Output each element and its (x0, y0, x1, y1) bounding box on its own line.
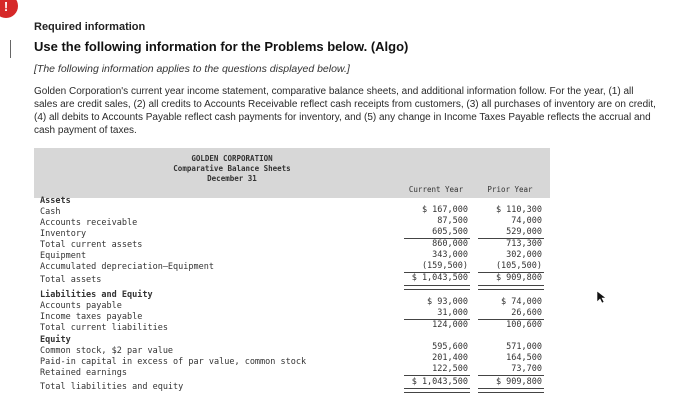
value-prior: 100,600 (506, 320, 542, 330)
required-information-heading: Required information (34, 21, 146, 33)
row-label: Income taxes payable (40, 312, 143, 322)
statement-date: December 31 (207, 174, 257, 183)
col-header-current-year: Current Year (408, 185, 464, 194)
value-current: 595,600 (432, 342, 468, 352)
value-prior: 164,500 (506, 353, 542, 363)
row-label: Accumulated depreciation—Equipment (40, 262, 214, 272)
value-prior: 26,600 (511, 308, 542, 318)
value-current: $ 1,043,500 (411, 273, 468, 283)
value-current: 87,500 (437, 216, 468, 226)
value-prior: 571,000 (506, 342, 542, 352)
row-label: Total liabilities and equity (40, 382, 184, 392)
value-current: $ 93,000 (427, 297, 468, 307)
row-label: Total assets (40, 275, 102, 285)
value-current: 605,500 (432, 227, 468, 237)
value-current: 343,000 (432, 250, 468, 260)
total-double-rule (404, 388, 470, 393)
subtotal-rule (478, 375, 544, 376)
section-marker (10, 40, 11, 58)
value-prior: 74,000 (511, 216, 542, 226)
row-label: Equipment (40, 251, 87, 261)
value-prior: $ 909,800 (495, 377, 542, 387)
value-current: 122,500 (432, 364, 468, 374)
row-label: Retained earnings (40, 368, 127, 378)
value-current: 201,400 (432, 353, 468, 363)
statement-title: Comparative Balance Sheets (173, 164, 291, 173)
value-prior: 529,000 (506, 227, 542, 237)
balance-sheet (34, 148, 550, 398)
value-prior: $ 74,000 (501, 297, 542, 307)
value-current: (159,500) (421, 261, 468, 271)
value-current: 860,000 (432, 239, 468, 249)
col-header-prior-year: Prior Year (487, 185, 533, 194)
row-label: Equity (40, 335, 71, 345)
value-prior: 713,300 (506, 239, 542, 249)
row-label: Accounts payable (40, 301, 122, 311)
value-current: $ 167,000 (421, 205, 468, 215)
row-label: Total current liabilities (40, 323, 168, 333)
row-label: Common stock, $2 par value (40, 346, 174, 356)
value-current: 124,000 (432, 320, 468, 330)
row-label: Paid-in capital in excess of par value, common stock (40, 357, 307, 367)
row-label: Inventory (40, 229, 87, 239)
mouse-pointer-icon (596, 290, 608, 304)
value-prior: $ 909,800 (495, 273, 542, 283)
row-label: Cash (40, 207, 61, 217)
balance-sheet-header (34, 148, 550, 198)
company-name: GOLDEN CORPORATION (191, 154, 273, 163)
problem-set-heading: Use the following information for the Problems below. (Algo) (34, 39, 409, 54)
row-label: Accounts receivable (40, 218, 138, 228)
subtotal-rule (404, 375, 470, 376)
value-current: $ 1,043,500 (411, 377, 468, 387)
total-double-rule (478, 285, 544, 290)
row-label: Assets (40, 196, 71, 206)
value-prior: 302,000 (506, 250, 542, 260)
value-prior: 73,700 (511, 364, 542, 374)
intro-paragraph: Golden Corporation's current year income statement, comparative balance sheets, and additional information follow. For the year, (1) all sales are credit sales, (2) all credits to Accounts Receivable reflect cash receipts from customers, (3) all purchases of inventory are on credit, (4) all debits to Accounts Payable reflect cash payments for inventory, and (5) any change in Income Taxes Payable reflects the accrual and cash payment of taxes. (34, 86, 656, 136)
row-label: Liabilities and Equity (40, 290, 153, 300)
exclamation-icon: ! (0, 0, 18, 18)
value-prior: (105,500) (495, 261, 542, 271)
value-current: 31,000 (437, 308, 468, 318)
row-label: Total current assets (40, 240, 143, 250)
value-prior: $ 110,300 (495, 205, 542, 215)
total-double-rule (478, 388, 544, 393)
total-double-rule (404, 285, 470, 290)
applies-note: [The following information applies to the questions displayed below.] (34, 63, 350, 75)
